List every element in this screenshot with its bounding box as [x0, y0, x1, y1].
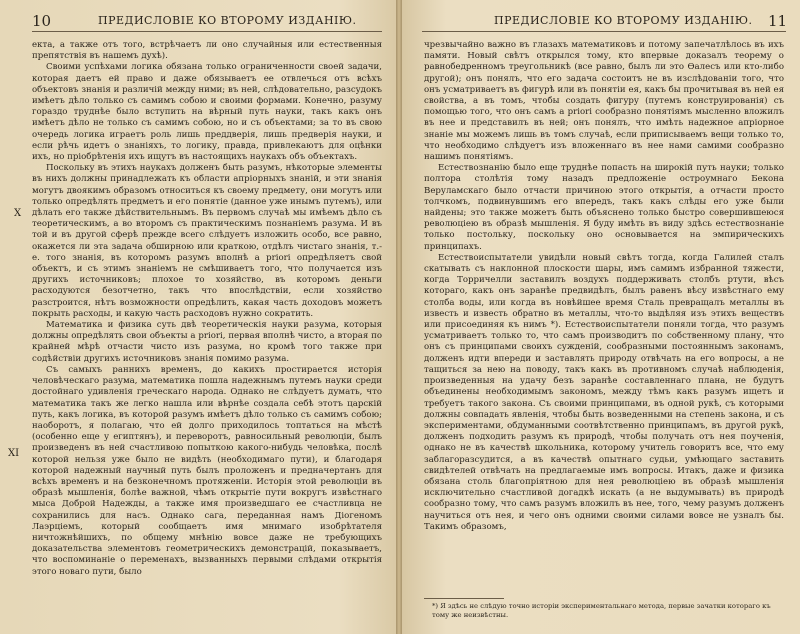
paragraph: Математика и физика суть двѣ теоретическія науки разума, которыя должны опредѣлять свои объекты a priori, первая вполнѣ чисто, а вторая по крайней мѣрѣ отчасти чисто изъ разума, но кромѣ того также при содѣйствіи другихъ источниковъ знанія помимо разума. — [32, 320, 382, 364]
paragraph: Съ самыхъ раннихъ временъ, до какихъ простирается исторія человѣческаго разума, математика пошла надежнымъ путемъ науки среди достойнаго удивленія греческаго народа. Однако не слѣдуетъ думать, что математика такъ же легко нашла или вѣрнѣе создала себѣ этотъ царскій путь, какъ логика, въ которой разумъ имѣетъ дѣло только съ самимъ собою; наоборотъ, я полагаю, что ей долго приходилось топтаться на мѣстѣ (особенно еще у египтянъ), и переворотъ, равносильный революціи, былъ произведенъ въ ней счастливою попыткою какого-нибудь человѣка, послѣ которой нельзя уже было не видѣть (необходимаго пути), и благодаря которой надежный научный путь былъ проложенъ и предначертанъ для всѣхъ временъ и на безконечномъ протяженіи. Исторія этой революціи въ образѣ мышленія, болѣе важной, чѣмъ открытіе пути вокругъ извѣстнаго мыса Доброй Надежды, а также имя произведшаго ее счастливца не сохранились для насъ. Однако сага, переданная намъ Діогеномъ Лаэрціемъ, который сообщаетъ имя мнимаго изобрѣтателя ничтожнѣйшихъ, по общему мнѣнію вовсе даже не требующихъ доказательства элементовъ геометрическихъ демонстрацій, показываетъ, что воспоминаніе о переменахъ, вызванныхъ первыми слѣдами открытія этого новаго пути, было — [32, 364, 382, 577]
left-page — [0, 0, 398, 634]
footnote-rule — [424, 598, 504, 599]
paragraph: Естествоиспытатели увидѣли новый свѣтъ тогда, когда Галилей сталъ скатывать съ наклонной плоскости шары, имъ самимъ избранной тяжести, когда Торричелли заставилъ воздухъ поддерживать столбъ ртути, вѣсъ котораго, какъ онъ заранѣе предвидѣлъ, былъ равенъ вѣсу извѣстнаго ему столба воды, или когда въ новѣйшее время Сталь превращалъ металлы въ известь и известь обратно въ металлы, что-то выдѣляя изъ этихъ веществъ или присоединяя къ нимъ *). Естествоиспытатели поняли тогда, что разумъ усматриваетъ только то, что самъ производитъ по собственному плану, что онъ съ принципами своихъ сужденій, сообразными постояннымъ законамъ, долженъ идти впереди и заставлять природу отвѣчать на его вопросы, а не тащиться за нею на поводу, такъ какъ въ противномъ случаѣ наблюденія, произведенныя на удачу безъ заранѣе составленнаго плана, не будутъ объединены необходимымъ закономъ, между тѣмъ какъ разумъ ищетъ и требуетъ такого закона. Съ своими принципами, въ одной рукѣ, съ которыми должны совпадать явленія, чтобы быть возведенными на степень закона, и съ экспериментами, обдуманными соотвѣтственно принципамъ, въ другой рукѣ, долженъ подходить разумъ къ природѣ, чтобы получать отъ нея поученія, однако не въ качествѣ школьника, которому учитель говоритъ все, что ему заблагоразсудится, а въ качествѣ опытнаго судьи, умѣющаго заставить свидѣтелей отвѣчать на предлагаемые имъ вопросы. Итакъ, даже и физика обязана столь благопріятною для нея революціею въ образѣ мышленія исключительно счастливой догадкѣ искать (а не выдумывать) въ природѣ сообразно тому, что самъ разумъ вложилъ въ нее, того, чему разумъ долженъ научиться отъ нея, и чего онъ одними своими силами вовсе не узналъ бы. Такимъ образомъ, — [424, 252, 784, 532]
paragraph: Естествознанію было еще труднѣе попасть на широкій путь науки; только полтора столѣтія тому назадъ предложеніе остроумнаго Бекона Веруламскаго было отчасти причиною этого открытія, а отчасти просто толчкомъ, подвинувшимъ его впередъ, такъ какъ слѣды его уже были найдены; это также можетъ быть объяснено только быстро совершившеюся революціею въ образѣ мышленія. Я буду имѣть въ виду здѣсь естествознаніе только постольку, поскольку оно основывается на эмпирическихъ принципахъ. — [424, 163, 784, 252]
footnote: *) Я здѣсь не слѣдую точно исторіи экспериментальнаго метода, первые зачатки котораго къ тому же неизвѣстны. — [432, 602, 771, 619]
header-rule-right — [422, 31, 786, 32]
running-header-right: ПРЕДИСЛОВІЕ КО ВТОРОМУ ИЗДАНІЮ. — [494, 14, 753, 27]
page-number-right: 11 — [768, 12, 788, 30]
paragraph: Поскольку въ этихъ наукахъ долженъ быть разумъ, нѣкоторые элементы въ нихъ должны принадлежать къ области апріорныхъ знаній, и эти знанія могутъ двоякимъ образомъ относиться къ своему предмету, они могутъ или только опредѣлять предметъ и его понятіе (данное уже инымъ путемъ), или дѣлать его также дѣйствительнымъ. Въ первомъ случаѣ мы имѣемъ дѣло съ теоретическимъ, а во второмъ съ практическимъ познаніемъ разума. И въ той и въ другой сферѣ прежде всего слѣдуетъ изложить особо, все равно, окажется ли эта задача обширною или краткою, отдѣлъ чистаго знанія, т.-е. того знанія, въ которомъ разумъ вполнѣ a priori опредѣляетъ свой объектъ, и съ этимъ знаніемъ не смѣшиваетъ того, что получается изъ другихъ источниковъ; плохое то хозяйство, въ которомъ деньги расходуются безотчетно, такъ что впослѣдствіи, если хозяйство разстроится, нѣтъ возможности опредѣлить, какая часть доходовъ можетъ покрыть расходы, и какую часть расходовъ нужно сократить. — [32, 163, 382, 319]
book-gutter — [396, 0, 402, 634]
left-body-text — [32, 40, 382, 578]
paragraph: Своими успѣхами логика обязана только ограниченности своей задачи, которая даетъ ей право и даже обязываетъ ее отвлечься отъ всѣхъ объектовъ знанія и различій между ними; въ ней, слѣдовательно, разсудокъ имѣетъ дѣло только съ самимъ собою и своими формами. Конечно, разуму гораздо труднѣе было вступить на вѣрный путь науки, такъ какъ онъ имѣетъ дѣло не только съ самимъ собою, но и съ объектами; за то въ свою очередь логика играетъ роль лишь преддверія, лишь предверія науки, и если рѣчь идетъ о знаніяхъ, то логику, правда, привлекаютъ для оцѣнки ихъ, но пріобрѣтенія ихъ ищутъ въ настоящихъ наукахъ объ объектахъ. — [32, 62, 382, 163]
page-number-left: 10 — [32, 12, 52, 30]
paragraph: чрезвычайно важно въ глазахъ математиковъ и потому запечатлѣлось въ ихъ памяти. Новый свѣтъ открылся тому, кто впервые доказалъ теорему о равнобедренномъ треугольникѣ (все равно, былъ ли это Өалесъ или кто-либо другой); онъ понялъ, что его задача состоитъ не въ изслѣдованіи того, что онъ усматриваетъ въ фигурѣ или въ понятіи ея, какъ бы прочитывая въ ней ея свойства, а въ томъ, чтобы создать фигуру (путемъ конструированія) съ помощью того, что онъ самъ a priori сообразно понятіямъ мысленно вложилъ въ нее и представилъ въ ней; онъ понялъ, что имѣть надежное апріорное знаніе мы можемъ лишь въ томъ случаѣ, если приписываемъ вещи только то, что необходимо слѣдуетъ изъ вложеннаго въ нее нами самими сообразно нашимъ понятіямъ. — [424, 40, 784, 163]
margin-mark-xi: XI — [8, 448, 20, 459]
margin-mark-x: X — [14, 208, 22, 219]
right-body-text — [424, 40, 784, 533]
right-page — [398, 0, 800, 634]
header-rule-left — [32, 31, 382, 32]
paragraph: екта, а также отъ того, встрѣчаетъ ли оно случайныя или естественныя препятствія въ нашемъ духѣ). — [32, 40, 382, 62]
running-header-left: ПРЕДИСЛОВІЕ КО ВТОРОМУ ИЗДАНІЮ. — [98, 14, 357, 27]
